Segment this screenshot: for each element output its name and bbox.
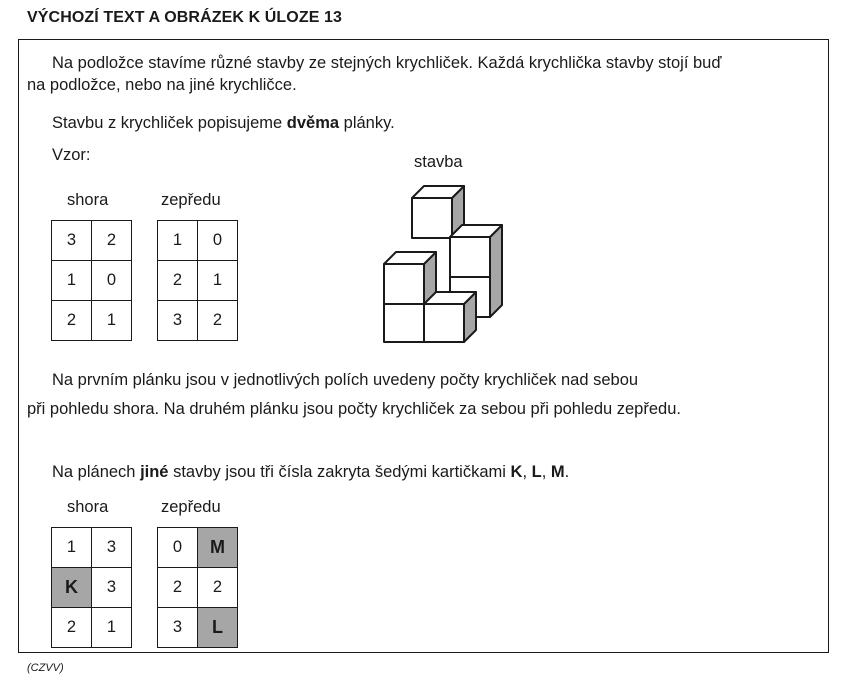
paragraph-4-mid: stavby jsou tři čísla zakryta šedými kartičkami — [168, 463, 511, 481]
hidden-card-m: M — [198, 528, 238, 568]
paragraph-4-pre: Na plánech — [52, 463, 141, 481]
card-l-name: L — [531, 463, 542, 481]
plan-cell: 2 — [158, 568, 198, 608]
plan-cell: 3 — [92, 568, 132, 608]
sample-top-plan — [51, 220, 132, 341]
cube-front-face — [424, 304, 464, 342]
cube-front-face — [450, 237, 490, 277]
cube-front-face — [384, 304, 424, 342]
task-front-label: zepředu — [161, 498, 221, 516]
task-front-plan — [157, 527, 238, 648]
paragraph-2 — [52, 112, 395, 134]
plan-cell: 1 — [52, 261, 92, 301]
paragraph-2-post: plánky. — [339, 114, 395, 132]
paragraph-4-bold: jiné — [140, 463, 169, 481]
plan-cell: 1 — [158, 221, 198, 261]
plan-cell: 1 — [52, 528, 92, 568]
cube-front-face — [384, 264, 424, 304]
plan-cell: 2 — [198, 301, 238, 341]
task-heading: VÝCHOZÍ TEXT A OBRÁZEK K ÚLOZE 13 — [27, 9, 343, 26]
paragraph-1-line-1: Na podložce stavíme různé stavby ze stejných krychliček. Každá krychlička stavby stojí buď — [52, 54, 722, 72]
task-top-plan — [51, 527, 132, 648]
paragraph-2-bold: dvěma — [286, 114, 340, 132]
plan-cell: 3 — [52, 221, 92, 261]
paragraph-4-sep-2: , — [541, 463, 551, 481]
plan-cell: 3 — [158, 301, 198, 341]
cube-building-illustration — [380, 183, 510, 343]
cube-front-face — [412, 198, 452, 238]
card-m-name: M — [550, 463, 565, 481]
plan-cell: 2 — [198, 568, 238, 608]
plan-cell: 2 — [52, 301, 92, 341]
plan-cell: 0 — [92, 261, 132, 301]
paragraph-1-line-2: na podložce, nebo na jiné krychličce. — [27, 76, 297, 94]
plan-cell: 3 — [92, 528, 132, 568]
paragraph-2-pre: Stavbu z krychliček popisujeme — [52, 114, 287, 132]
card-k-name: K — [510, 463, 523, 481]
hidden-card-l: L — [198, 608, 238, 648]
example-label: Vzor: — [52, 146, 91, 164]
plan-cell: 2 — [92, 221, 132, 261]
paragraph-4-sep-1: , — [522, 463, 532, 481]
cube-side-face — [490, 225, 502, 317]
building-label: stavba — [414, 153, 463, 171]
plan-cell: 0 — [158, 528, 198, 568]
plan-cell: 3 — [158, 608, 198, 648]
sample-top-label: shora — [67, 191, 109, 209]
paragraph-4-end: . — [564, 463, 570, 481]
plan-cell: 1 — [198, 261, 238, 301]
plan-cell: 2 — [52, 608, 92, 648]
plan-cell: 1 — [92, 608, 132, 648]
paragraph-3-line-2: při pohledu shora. Na druhém plánku jsou počty krychliček za sebou při pohledu zepředu. — [27, 400, 681, 418]
source-note: (CZVV) — [27, 662, 64, 674]
paragraph-4 — [52, 461, 569, 483]
task-top-label: shora — [67, 498, 109, 516]
plan-cell: 1 — [92, 301, 132, 341]
sample-front-plan — [157, 220, 238, 341]
sample-front-label: zepředu — [161, 191, 221, 209]
paragraph-3-line-1: Na prvním plánku jsou v jednotlivých polích uvedeny počty krychliček nad sebou — [52, 371, 639, 389]
plan-cell: 2 — [158, 261, 198, 301]
plan-cell: 0 — [198, 221, 238, 261]
hidden-card-k: K — [52, 568, 92, 608]
